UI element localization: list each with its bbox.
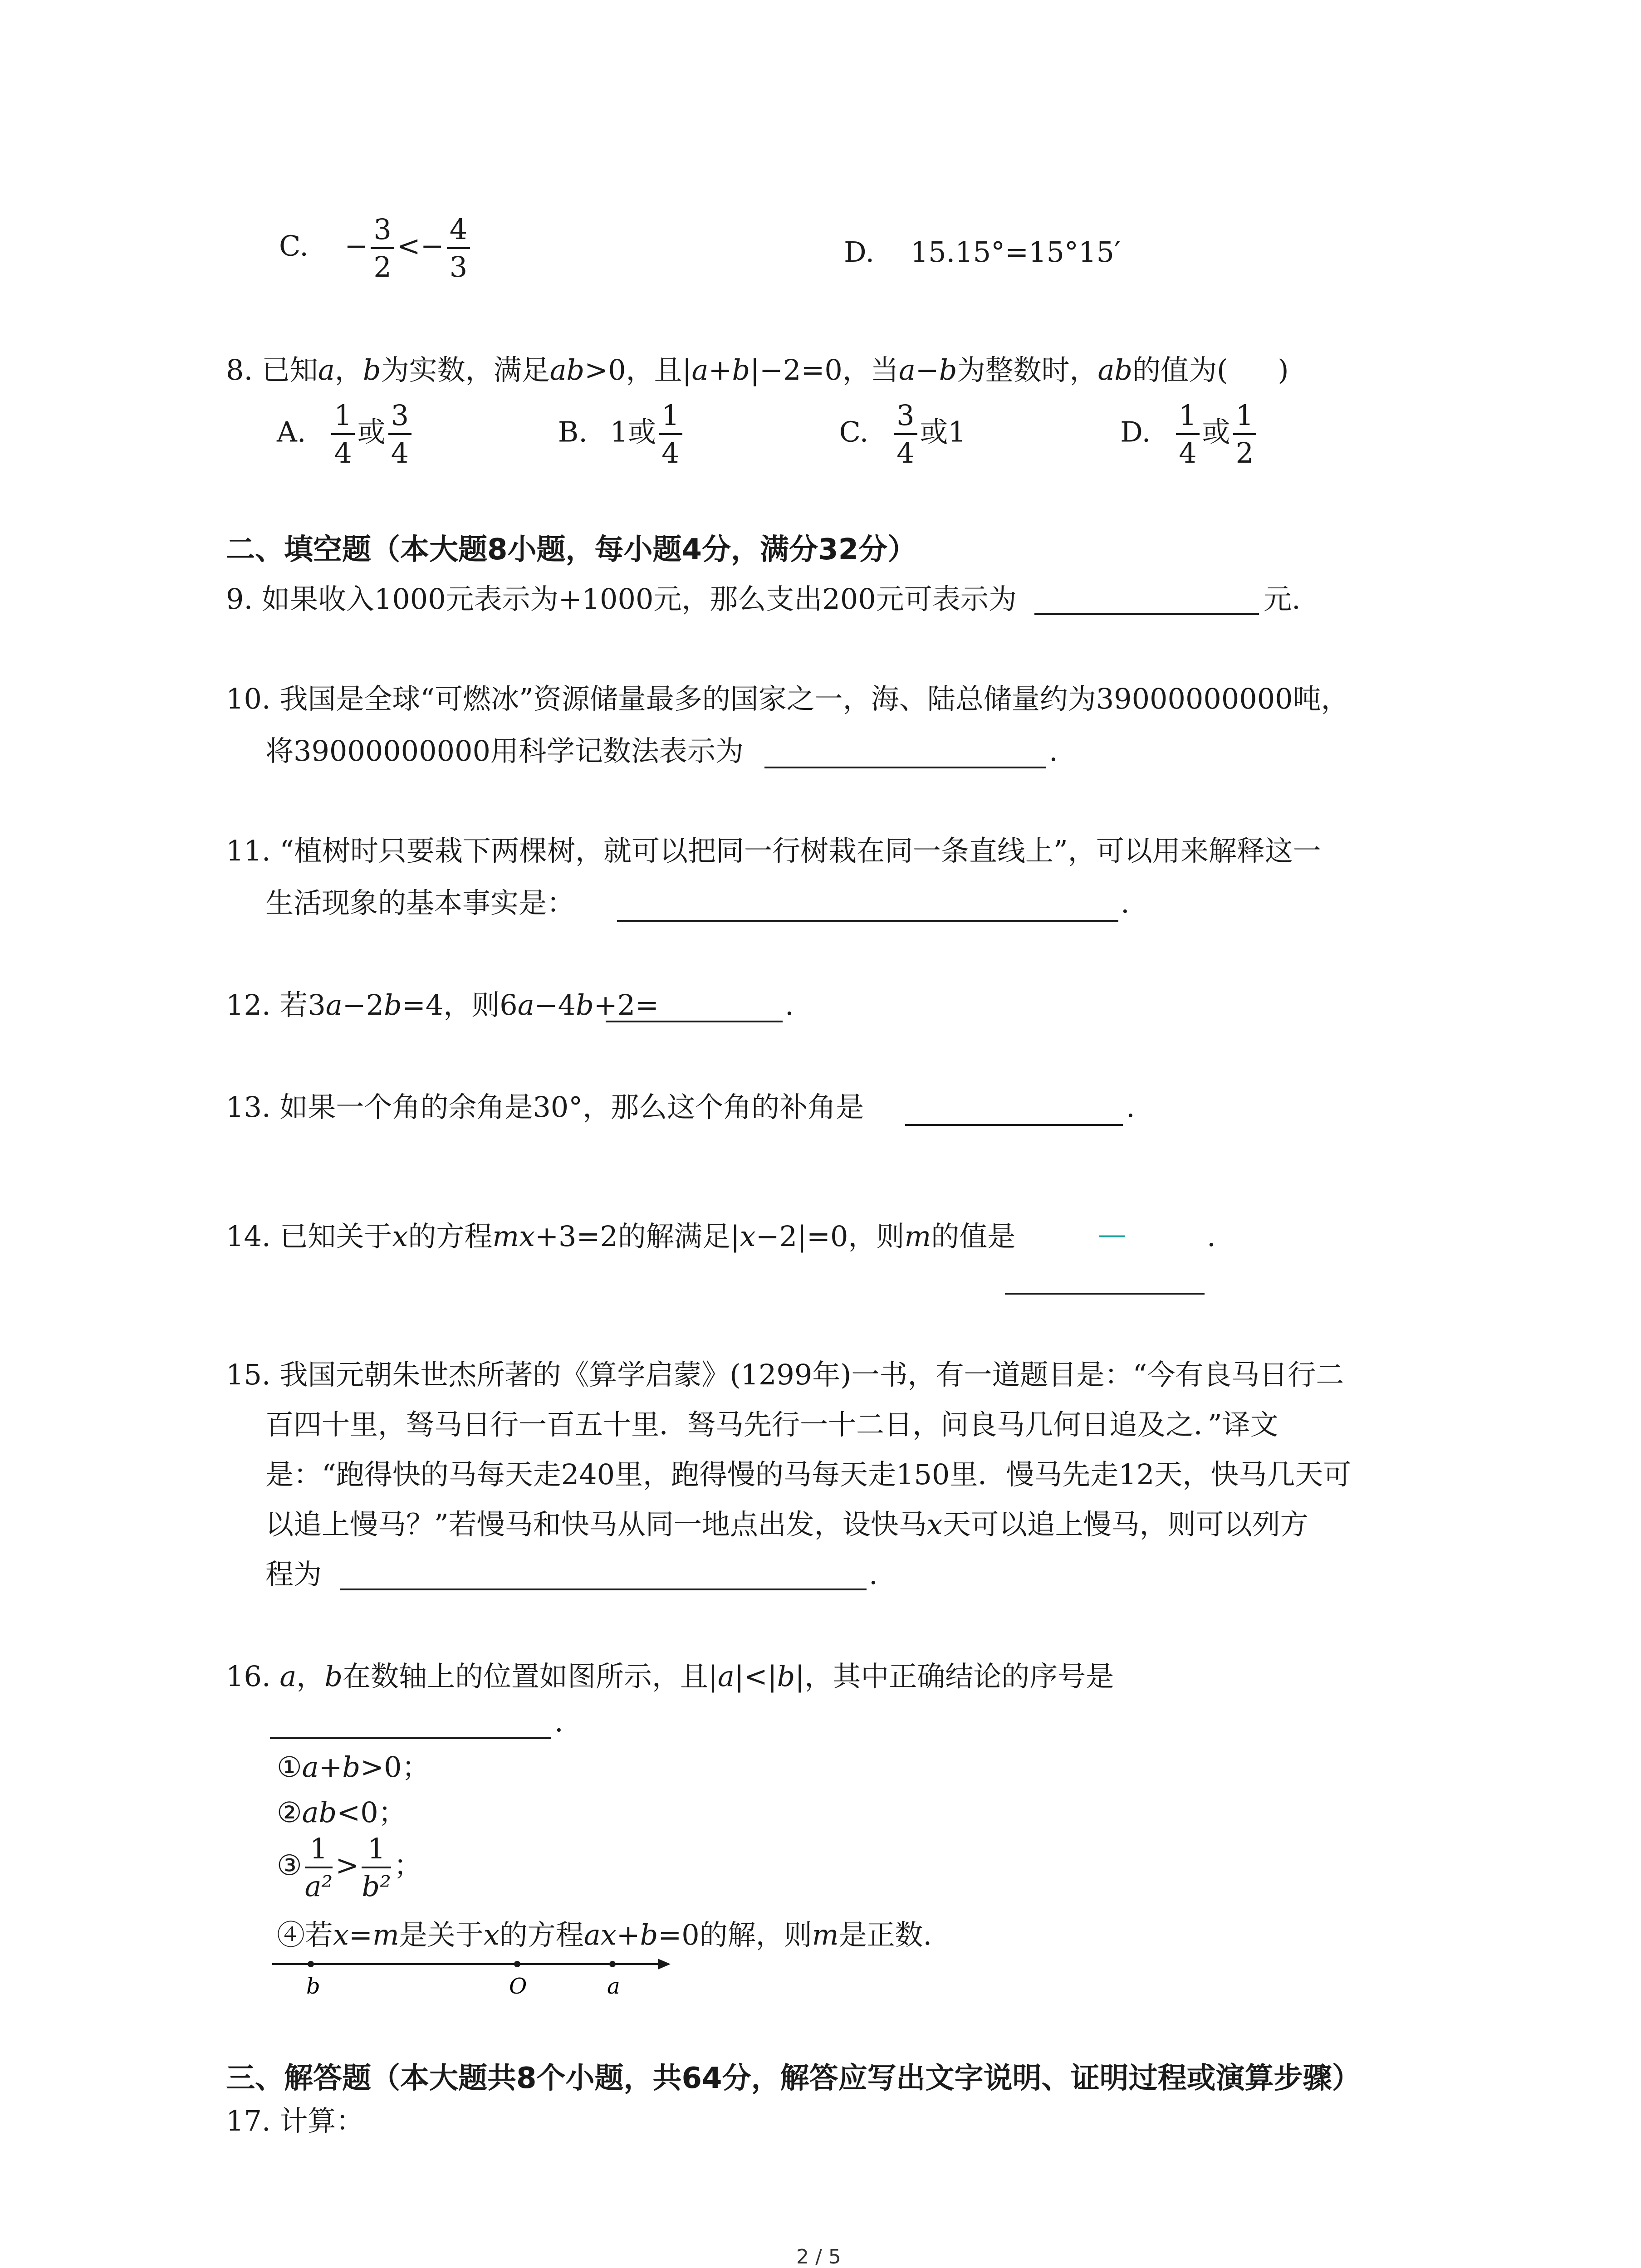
stem-text: 已知 — [261, 353, 318, 386]
q16-answer-blank[interactable] — [270, 1737, 551, 1739]
variable: b — [342, 1750, 361, 1784]
denominator: 4 — [334, 436, 352, 470]
variable: a — [318, 353, 335, 386]
q14-dash-mark: — — [1098, 1217, 1126, 1251]
page-number: 2 / 5 — [796, 2245, 841, 2268]
denominator: 3 — [449, 250, 468, 284]
expression: 若3 — [279, 988, 326, 1022]
numerator: 1 — [1176, 399, 1199, 435]
less-than-sign: <− — [397, 229, 444, 263]
question-text: ， — [296, 1660, 325, 1693]
q8-option-a — [277, 399, 549, 469]
denominator: 4 — [661, 436, 680, 470]
denominator: 4 — [896, 436, 915, 470]
option-text: 或 — [1202, 415, 1230, 449]
variable: b — [324, 1660, 343, 1693]
fraction — [388, 399, 411, 469]
question-text: 如果一个角的余角是30°，那么这个角的补角是 — [279, 1090, 864, 1124]
q11-tail: . — [1121, 886, 1130, 919]
item-text: + — [616, 1918, 640, 1951]
q10-line1 — [226, 682, 1349, 715]
q16-item-3 — [277, 1833, 422, 1903]
question-number: 9. — [226, 582, 253, 616]
q8-option-c — [839, 399, 1111, 469]
label-o: O — [509, 1974, 527, 1999]
q15-line3: 是：“跑得快的马每天走240里，跑得慢的马每天走150里．慢马先走12天，快马几天可 — [265, 1458, 1352, 1491]
item-marker: ② — [277, 1796, 302, 1829]
stem-text: 的值为( — [1132, 353, 1228, 386]
q16-item-4 — [277, 1918, 932, 1951]
denominator: 4 — [1179, 436, 1197, 470]
q14-answer-blank[interactable] — [1005, 1293, 1205, 1295]
q8-stem — [226, 353, 1289, 386]
point-o — [514, 1961, 520, 1967]
q13-answer-blank[interactable] — [905, 1124, 1123, 1126]
q15-line2: 百四十里，驽马日行一百五十里．驽马先行一十二日，问良马几何日追及之．”译文 — [265, 1408, 1279, 1441]
fraction — [447, 213, 470, 284]
item-marker: ① — [277, 1750, 302, 1784]
option-text: 1或 — [610, 415, 656, 449]
stem-text: 为整数时， — [957, 353, 1098, 386]
q16-item-1 — [277, 1750, 430, 1784]
variable: ab — [549, 353, 585, 386]
q15-line5: 程为 — [265, 1558, 322, 1591]
option-text: 或1 — [920, 415, 966, 449]
expression: + — [318, 1750, 343, 1784]
stem-text: >0，且| — [584, 353, 692, 386]
variable: a — [717, 1660, 735, 1693]
question-text: |，其中正确结论的序号是 — [795, 1660, 1114, 1693]
option-label: D. — [844, 235, 875, 269]
variable: x — [483, 1918, 500, 1951]
question-number: 14. — [226, 1220, 271, 1253]
variable: b — [777, 1660, 795, 1693]
variable: m — [372, 1918, 399, 1951]
question-text: 在数轴上的位置如图所示，且| — [343, 1660, 718, 1693]
item-marker: ④ — [277, 1918, 305, 1951]
variable: b — [576, 988, 594, 1022]
question-text: |<| — [734, 1660, 777, 1693]
variable: a — [302, 1750, 319, 1784]
question-number: 12. — [226, 988, 271, 1022]
q15-tail: . — [869, 1558, 878, 1591]
question-number: 10. — [226, 682, 271, 715]
question-number: 17. — [226, 2104, 271, 2137]
q14-tail: . — [1207, 1220, 1216, 1253]
variable: a — [325, 988, 343, 1022]
option-label: B. — [558, 415, 588, 449]
question-number: 8. — [226, 353, 253, 386]
variable: ax — [583, 1918, 617, 1951]
numerator: 3 — [371, 213, 394, 249]
numerator: 3 — [388, 399, 411, 435]
question-text: 已知关于 — [279, 1220, 392, 1253]
option-label: C. — [839, 415, 869, 449]
variable: mx — [492, 1220, 535, 1253]
variable: b — [362, 353, 381, 386]
question-text: 的值是 — [931, 1220, 1016, 1253]
section-2-title: 二、填空题（本大题8小题，每小题4分，满分32分） — [226, 533, 917, 567]
expression: =4，则6 — [402, 988, 518, 1022]
variable: m — [812, 1918, 839, 1951]
fraction — [362, 1833, 391, 1903]
numerator: 1 — [362, 1833, 391, 1868]
expression: >0； — [360, 1750, 430, 1784]
q9-answer-blank[interactable] — [1034, 613, 1259, 615]
q10-tail: . — [1049, 734, 1058, 767]
q8-options — [277, 399, 1259, 469]
denominator: 2 — [1235, 436, 1254, 470]
fraction — [371, 213, 394, 284]
item-text: =0的解，则 — [658, 1918, 812, 1951]
q13 — [226, 1090, 864, 1124]
question-text: −2|=0，则 — [755, 1220, 905, 1253]
variable: x — [926, 1508, 943, 1541]
question-text: 以追上慢马？”若慢马和快马从同一地点出发，设快马 — [265, 1508, 927, 1541]
q8-option-b — [558, 399, 830, 469]
denominator: 4 — [391, 436, 409, 470]
item-text: 的方程 — [499, 1918, 584, 1951]
question-number: 15. — [226, 1358, 271, 1391]
variable: a+b — [691, 353, 750, 386]
fraction — [1233, 399, 1256, 469]
q9 — [226, 582, 1017, 616]
fraction — [1176, 399, 1199, 469]
expression: ； — [393, 1848, 422, 1882]
denominator: a² — [304, 1870, 333, 1903]
variable: b — [384, 988, 402, 1022]
option-label: A. — [277, 415, 306, 449]
variable: b — [640, 1918, 658, 1951]
variable: a — [517, 988, 534, 1022]
q8-option-d — [1120, 399, 1259, 469]
q16-stem — [226, 1662, 1114, 1691]
item-text: = — [349, 1918, 372, 1951]
option-text: 15.15°=15°15′ — [910, 235, 1121, 269]
stem-text: 为实数，满足 — [381, 353, 550, 386]
question-text: “植树时只要栽下两棵树，就可以把同一行树栽在同一条直线上”，可以用来解释这一 — [279, 834, 1321, 867]
q13-tail: . — [1126, 1090, 1135, 1124]
expression: <0； — [337, 1796, 407, 1829]
option-text: 或 — [357, 415, 386, 449]
question-text: +3=2的解满足| — [535, 1220, 740, 1253]
variable: ab — [1097, 353, 1133, 386]
variable: ab — [302, 1796, 337, 1829]
variable: x — [740, 1220, 756, 1253]
numerator: 1 — [1233, 399, 1256, 435]
stem-text: ， — [334, 353, 363, 386]
stem-text: |−2=0，当 — [750, 353, 899, 386]
label-a: a — [607, 1974, 620, 1999]
numerator: 1 — [659, 399, 682, 435]
variable: a−b — [898, 353, 957, 386]
fraction — [659, 399, 682, 469]
numerator: 1 — [305, 1833, 333, 1868]
q11-line1 — [226, 834, 1321, 867]
numerator: 1 — [331, 399, 354, 435]
item-marker: ③ — [277, 1848, 302, 1882]
variable: a — [279, 1660, 297, 1693]
expression: +2= — [593, 988, 659, 1022]
q12-answer-blank[interactable] — [606, 1021, 783, 1022]
q12-tail: . — [785, 988, 794, 1022]
numerator: 4 — [447, 213, 470, 249]
denominator: 2 — [373, 250, 392, 284]
item-text: 若 — [305, 1918, 333, 1951]
q10-line2: 将39000000000用科学记数法表示为 — [265, 734, 744, 767]
variable: m — [904, 1220, 931, 1253]
question-text: 天可以追上慢马，则可以列方 — [942, 1508, 1308, 1541]
axis-arrow-icon — [658, 1959, 671, 1970]
q15-line4 — [265, 1510, 1308, 1539]
numerator: 3 — [894, 399, 917, 435]
greater-than-sign: > — [335, 1848, 359, 1882]
question-number: 13. — [226, 1090, 271, 1124]
expression: −4 — [534, 988, 576, 1022]
q16-item-2 — [277, 1796, 407, 1829]
fraction — [894, 399, 917, 469]
q7-option-d — [844, 235, 1121, 269]
question-text: 的方程 — [408, 1220, 493, 1253]
question-text: 如果收入1000元表示为+1000元，那么支出200元可表示为 — [261, 582, 1017, 616]
variable: x — [392, 1220, 408, 1253]
item-text: 是正数. — [838, 1918, 932, 1951]
minus-sign: − — [344, 229, 368, 263]
q12 — [226, 988, 659, 1022]
stem-text: ) — [1278, 353, 1289, 386]
q11-line2: 生活现象的基本事实是： — [265, 886, 575, 919]
q17 — [226, 2104, 364, 2137]
question-number: 11. — [226, 834, 271, 867]
question-text: 我国元朝朱世杰所著的《算学启蒙》(1299年)一书，有一道题目是：“今有良马日行二 — [279, 1358, 1344, 1391]
section-3-title: 三、解答题（本大题共8个小题，共64分，解答应写出文字说明、证明过程或演算步骤） — [226, 2062, 1361, 2095]
q16-tail: . — [554, 1705, 563, 1738]
expression: −2 — [342, 988, 384, 1022]
option-label: D. — [1120, 415, 1151, 449]
q14 — [226, 1222, 1015, 1251]
q15-line1 — [226, 1358, 1344, 1391]
item-text: 是关于 — [399, 1918, 484, 1951]
fraction — [305, 1833, 333, 1903]
fraction — [331, 399, 354, 469]
question-text: 我国是全球“可燃冰”资源储量最多的国家之一，海、陆总储量约为39000000000吨， — [279, 682, 1349, 715]
q10-answer-blank[interactable] — [764, 767, 1046, 768]
point-b — [308, 1961, 314, 1967]
variable: x — [333, 1918, 349, 1951]
q15-answer-blank[interactable] — [340, 1589, 867, 1590]
option-label: C. — [279, 229, 309, 263]
question-number: 16. — [226, 1660, 271, 1693]
q11-answer-blank[interactable] — [617, 920, 1118, 922]
question-text: 计算： — [279, 2104, 364, 2137]
denominator: b² — [362, 1870, 391, 1903]
q7-option-c — [279, 213, 473, 284]
point-a — [609, 1961, 616, 1967]
label-b: b — [306, 1974, 320, 1999]
q9-tail: 元. — [1264, 582, 1301, 616]
number-line — [272, 1953, 671, 2003]
